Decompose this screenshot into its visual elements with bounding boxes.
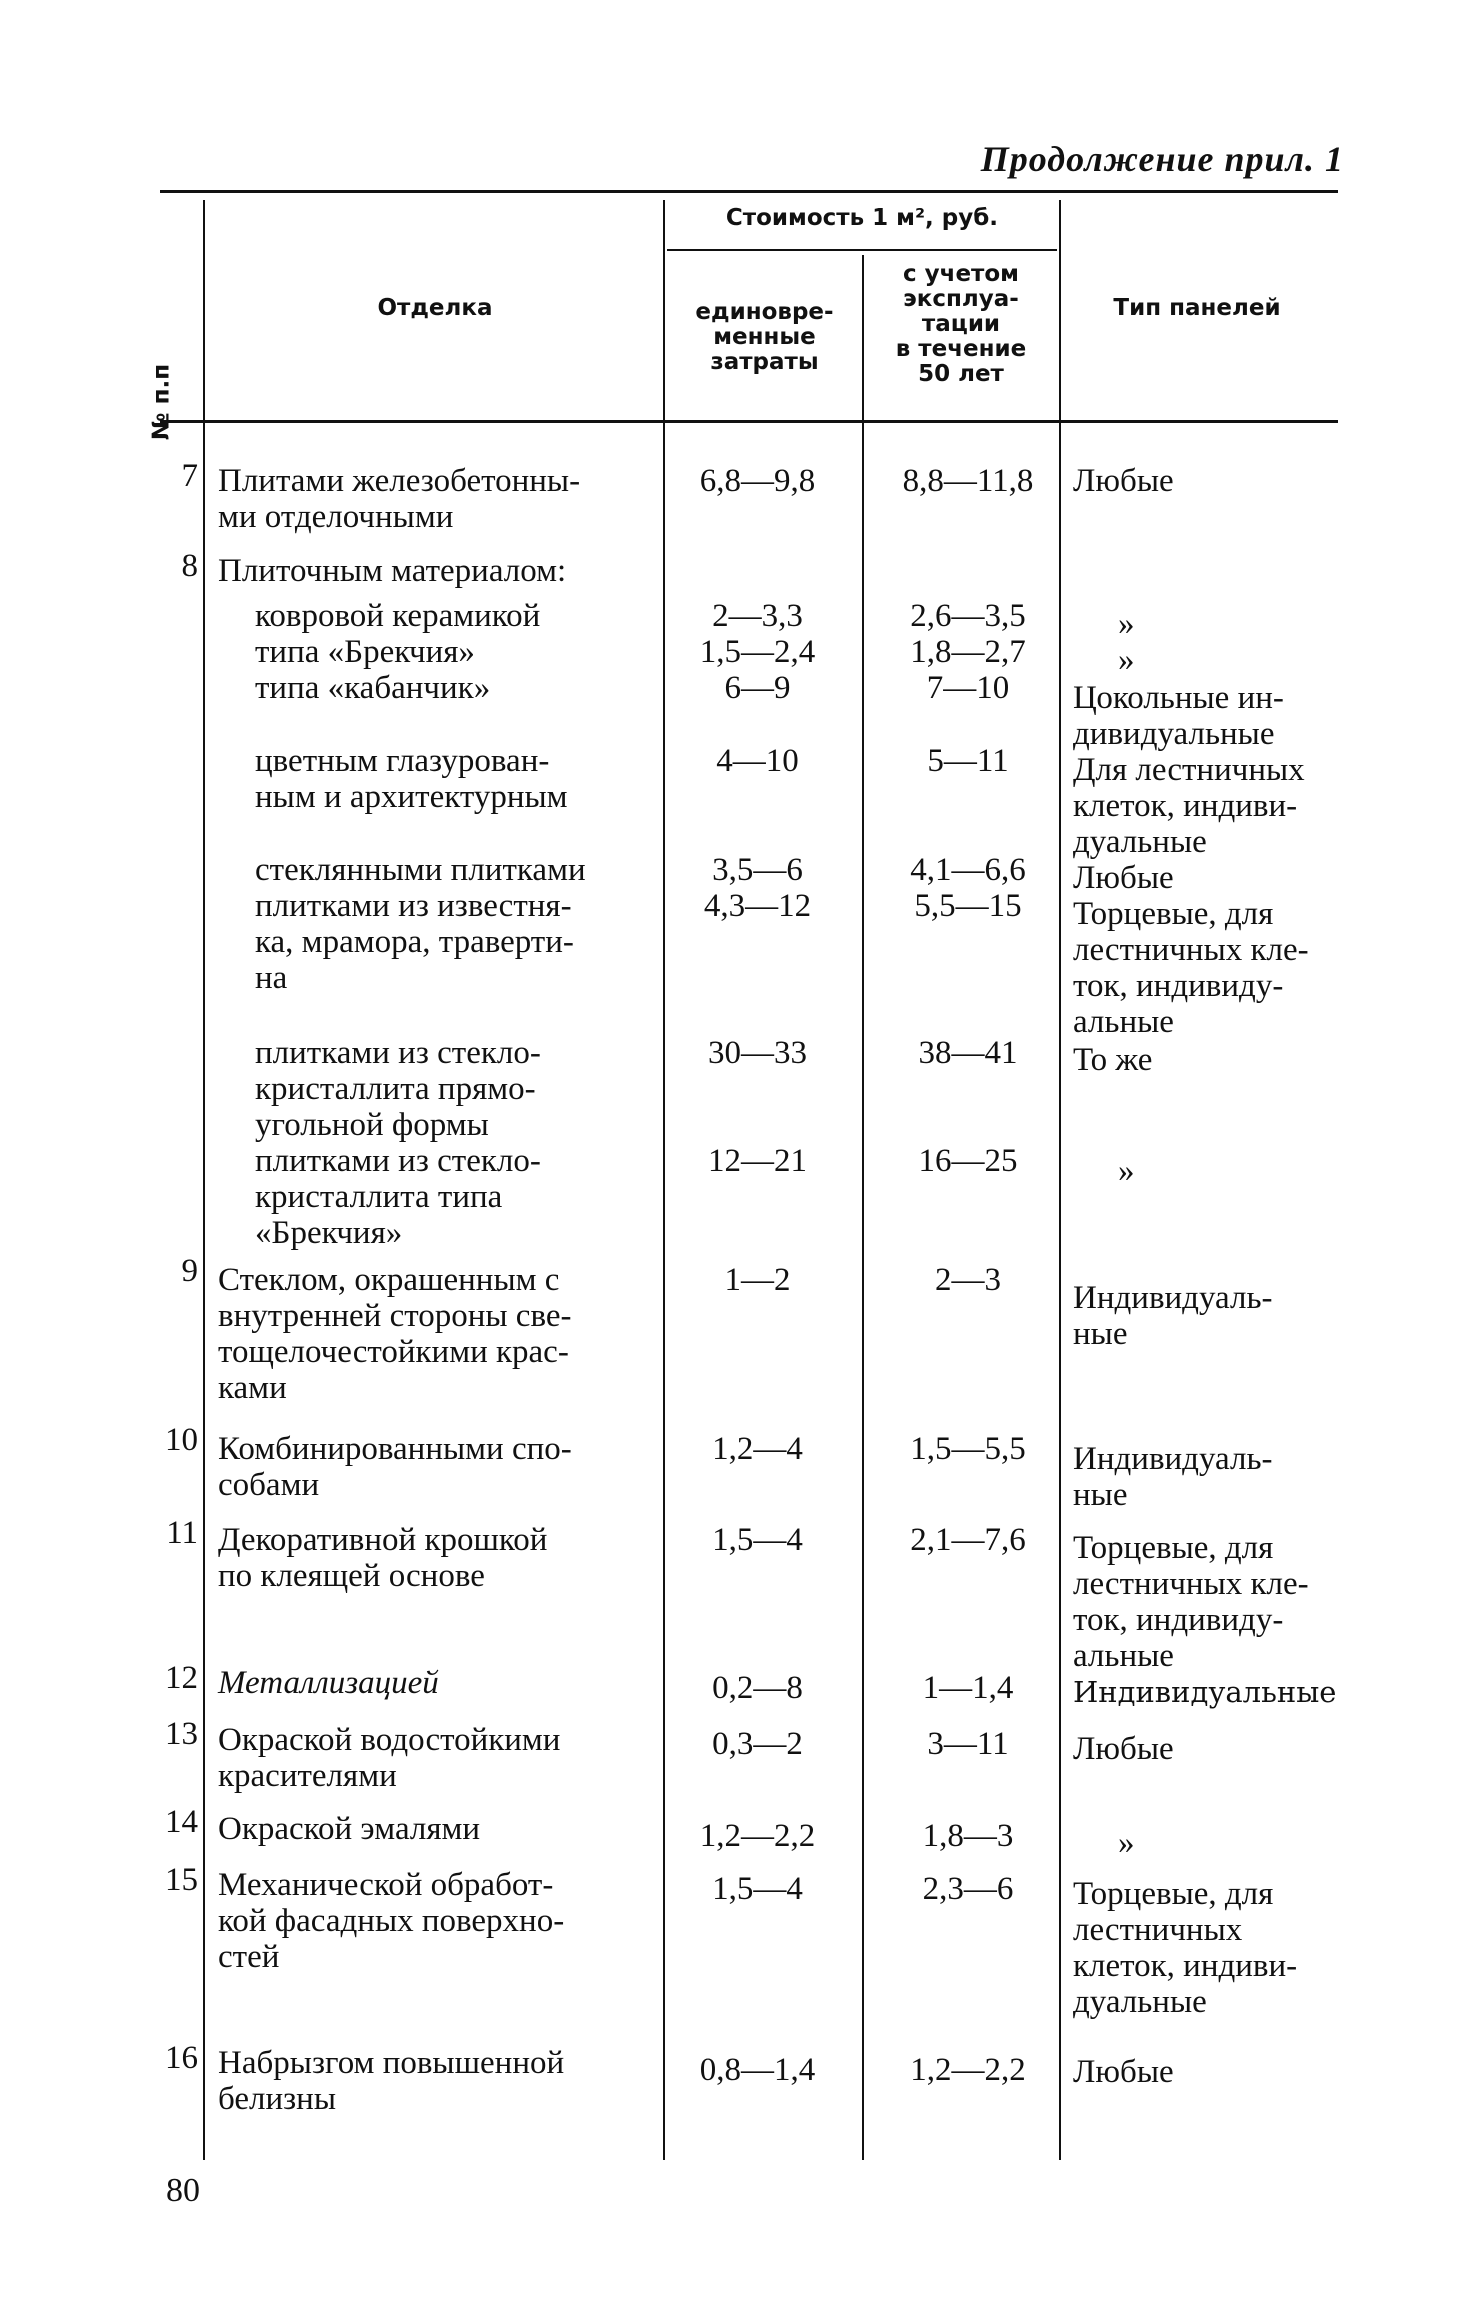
panel-type: »	[1118, 1153, 1135, 1189]
operation-cost: 1,5—5,5	[910, 1431, 1026, 1467]
one-time-cost: 3,5—6	[712, 852, 803, 888]
finish-text: Комбинированными спо- собами	[218, 1431, 572, 1503]
header-bottom-rule	[160, 420, 1338, 423]
finish-text: Стеклом, окрашенным с внутренней стороны све- тощелочестойкими крас- ками	[218, 1262, 572, 1406]
row-number: 14	[165, 1804, 198, 1840]
header-one-time: единовре- менные затраты	[695, 299, 834, 375]
panel-type: Цокольные ин- дивидуальные	[1073, 680, 1284, 752]
header-panel-type: Тип панелей	[1113, 295, 1281, 321]
panel-type: »	[1118, 606, 1135, 642]
panel-type: Для лестничных клеток, индиви- дуальные	[1073, 752, 1305, 860]
panel-type: Любые	[1073, 463, 1174, 499]
operation-cost: 2,6—3,5	[910, 598, 1026, 634]
finish-text: стеклянными плитками	[255, 852, 586, 888]
one-time-cost: 6—9	[724, 670, 791, 706]
row-number: 8	[181, 548, 198, 584]
cost-group-rule	[667, 249, 1057, 251]
page-caption: Продолжение прил. 1	[980, 139, 1344, 179]
panel-type: Индивидуальные	[1073, 1675, 1337, 1709]
panel-type: Индивидуаль- ные	[1073, 1441, 1273, 1513]
operation-cost: 2,1—7,6	[910, 1522, 1026, 1558]
one-time-cost: 1—2	[724, 1262, 791, 1298]
row-number: 7	[181, 458, 198, 494]
operation-cost: 16—25	[918, 1143, 1018, 1179]
table-top-rule	[160, 190, 1338, 193]
panel-type: Любые	[1073, 2054, 1174, 2090]
one-time-cost: 1,5—4	[712, 1871, 803, 1907]
panel-type: Торцевые, для лестничных кле- ток, индивиду- альные	[1073, 1530, 1309, 1674]
one-time-cost: 12—21	[708, 1143, 807, 1179]
header-finish: Отделка	[377, 295, 493, 321]
finish-text: Окраской водостойкими красителями	[218, 1722, 561, 1794]
row-number: 16	[165, 2040, 198, 2076]
row-number: 11	[166, 1515, 198, 1551]
one-time-cost: 0,2—8	[712, 1670, 803, 1706]
operation-cost: 3—11	[927, 1726, 1009, 1762]
operation-cost: 38—41	[918, 1035, 1018, 1071]
one-time-cost: 4—10	[716, 743, 799, 779]
row-number: 10	[165, 1422, 198, 1458]
finish-text: Набрызгом повышенной белизны	[218, 2045, 565, 2117]
one-time-cost: 4,3—12	[703, 888, 812, 924]
row-number: 12	[165, 1660, 198, 1696]
finish-text: типа «Брекчия»	[255, 634, 475, 670]
header-with-operation: с учетом эксплуа- тации в течение 50 лет	[895, 261, 1027, 387]
operation-cost: 4,1—6,6	[910, 852, 1026, 888]
panel-type: Любые	[1073, 860, 1174, 896]
finish-text: Плиточным материалом:	[218, 553, 567, 589]
panel-type: Торцевые, для лестничных клеток, индиви- дуальные	[1073, 1876, 1298, 2020]
one-time-cost: 30—33	[708, 1035, 807, 1071]
finish-text: ковровой керамикой	[255, 598, 541, 634]
panel-type: То же	[1073, 1042, 1153, 1078]
one-time-cost: 6,8—9,8	[699, 463, 816, 499]
one-time-cost: 1,2—2,2	[699, 1818, 816, 1854]
panel-type: Индивидуаль- ные	[1073, 1280, 1273, 1352]
row-number: 9	[181, 1253, 198, 1289]
row-number: 13	[165, 1716, 198, 1752]
cost-column-divider	[862, 255, 864, 2160]
finish-text: Металлизацией	[218, 1665, 439, 1701]
finish-text: плитками из известня- ка, мрамора, траверти- на	[255, 888, 574, 996]
finish-text: цветным глазурован- ным и архитектурным	[255, 743, 568, 815]
panel-type: Торцевые, для лестничных кле- ток, индивиду- альные	[1073, 896, 1309, 1040]
num-column-divider	[203, 200, 205, 2160]
one-time-cost: 1,5—2,4	[699, 634, 816, 670]
one-time-cost: 0,8—1,4	[699, 2052, 816, 2088]
finish-column-divider	[663, 200, 665, 2160]
page-number: 80	[166, 2172, 200, 2209]
one-time-cost: 2—3,3	[712, 598, 803, 634]
operation-cost: 1,8—2,7	[910, 634, 1026, 670]
operation-cost: 5,5—15	[914, 888, 1022, 924]
operation-cost: 2—3	[935, 1262, 1001, 1298]
operation-cost: 8,8—11,8	[902, 463, 1034, 499]
finish-text: Плитами железобетонны- ми отделочными	[218, 463, 581, 535]
one-time-cost: 0,3—2	[712, 1726, 803, 1762]
panel-type: »	[1118, 1825, 1135, 1861]
operation-cost: 5—11	[927, 743, 1009, 779]
operation-cost: 1,2—2,2	[910, 2052, 1026, 2088]
one-time-cost: 1,5—4	[712, 1522, 803, 1558]
finish-text: Окраской эмалями	[218, 1811, 481, 1847]
operation-cost: 1—1,4	[922, 1670, 1014, 1706]
one-time-cost: 1,2—4	[712, 1431, 803, 1467]
operation-cost: 2,3—6	[922, 1871, 1014, 1907]
panel-type: »	[1118, 642, 1135, 678]
row-number: 15	[165, 1862, 198, 1898]
operation-cost: 1,8—3	[922, 1818, 1014, 1854]
finish-text: плитками из стекло- кристаллита прямо- угольной формы	[255, 1035, 541, 1143]
header-cost-group: Стоимость 1 м², руб.	[725, 205, 999, 231]
finish-text: плитками из стекло- кристаллита типа «Брекчия»	[255, 1143, 541, 1251]
header-num: № п.п	[148, 363, 175, 441]
panel-type: Любые	[1073, 1731, 1174, 1767]
operation-cost: 7—10	[926, 670, 1010, 706]
finish-text: Декоративной крошкой по клеящей основе	[218, 1522, 548, 1594]
finish-text: типа «кабанчик»	[255, 670, 491, 706]
finish-text: Механической обработ- кой фасадных поверхно- стей	[218, 1867, 565, 1975]
